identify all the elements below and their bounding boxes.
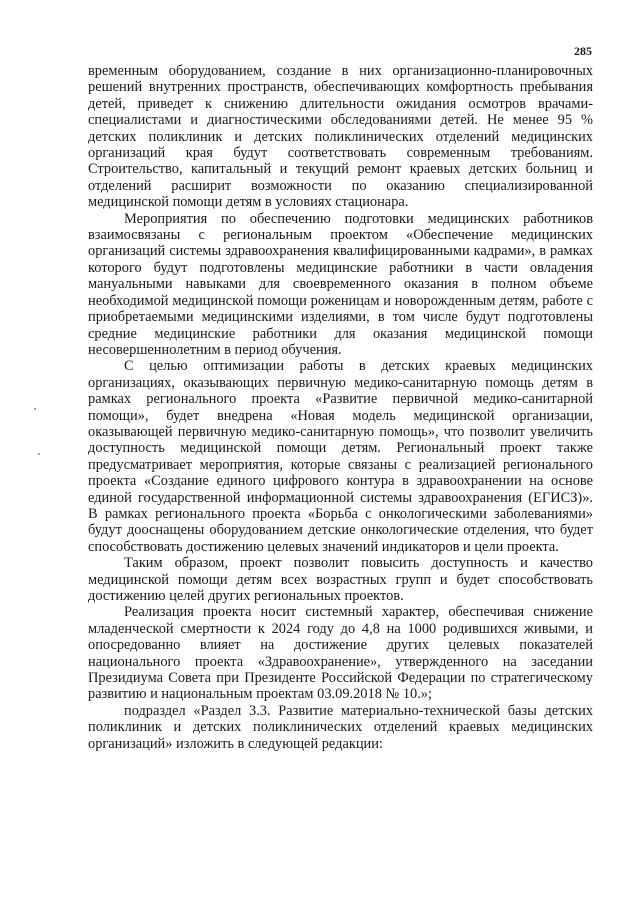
page-number: 285 — [574, 44, 592, 58]
paragraph: Таким образом, проект позволит повысить доступность и качество медицинской помощи детям всех возрастных групп и будет способствовать достижению целей других региональных проектов. — [88, 555, 593, 604]
scan-speck — [38, 453, 40, 455]
document-body — [88, 63, 593, 752]
paragraph: Реализация проекта носит системный характер, обеспечивая снижение младенческой смертности к 2024 году до 4,8 на 1000 родившихся живыми, и опосредованно влияет на достижение других целевых показателей национального проекта «Здравоохранение», утвержденного на заседании Президиума Совета при Президенте Российской Федерации по стратегическому развитию и национальным проектам 03.09.2018 № 10.»; — [88, 604, 593, 703]
paragraph: С целью оптимизации работы в детских краевых медицинских организациях, оказывающих первичную медико-санитарную помощь детям в рамках регионального проекта «Развитие первичной медико-санитарной помощи», будет внедрена «Новая модель медицинской организации, оказывающей первичную медико-санитарную помощь», что позволит увеличить доступность медицинской помощи детям. Региональный проект также предусматривает мероприятия, которые связаны с реализацией регионального проекта «Создание единого цифрового контура в здравоохранении на основе единой государственной информационной системы здравоохранения (ЕГИСЗ)». В рамках регионального проекта «Борьба с онкологическими заболеваниями» будут дооснащены оборудованием детские онкологические отделения, что будет способствовать достижению целевых значений индикаторов и цели проекта. — [88, 358, 593, 555]
paragraph: подраздел «Раздел 3.3. Развитие материально-технической базы детских поликлиник и детских поликлинических отделений краевых медицинских организаций» изложить в следующей редакции: — [88, 702, 593, 752]
paragraph: временным оборудованием, создание в них организационно-планировочных решений внутренних пространств, обеспечивающих комфортность пребывания детей, приведет к снижению длительности ожидания осмотров врачами-специалистами и диагностическими обследованиями детей. Не менее 95 % детских поликлиник и детских поликлинических отделений медицинских организаций края будут соответствовать современным требованиям. Строительство, капитальный и текущий ремонт краевых детских больниц и отделений расширит возможности по оказанию специализированной медицинской помощи детям в условиях стационара. — [88, 63, 593, 211]
scan-speck — [34, 408, 36, 410]
paragraph: Мероприятия по обеспечению подготовки медицинских работников взаимосвязаны с региональным проектом «Обеспечение медицинских организаций системы здравоохранения квалифицированными кадрами», в рамках которого будут подготовлены медицинские работники в части овладения мануальными навыками для своевременного оказания в полном объеме необходимой медицинской помощи роженицам и новорожденным детям, работе с приобретаемыми медицинскими изделиями, в том числе будут подготовлены средние медицинские работники для оказания медицинской помощи несовершеннолетним в период обучения. — [88, 210, 593, 358]
